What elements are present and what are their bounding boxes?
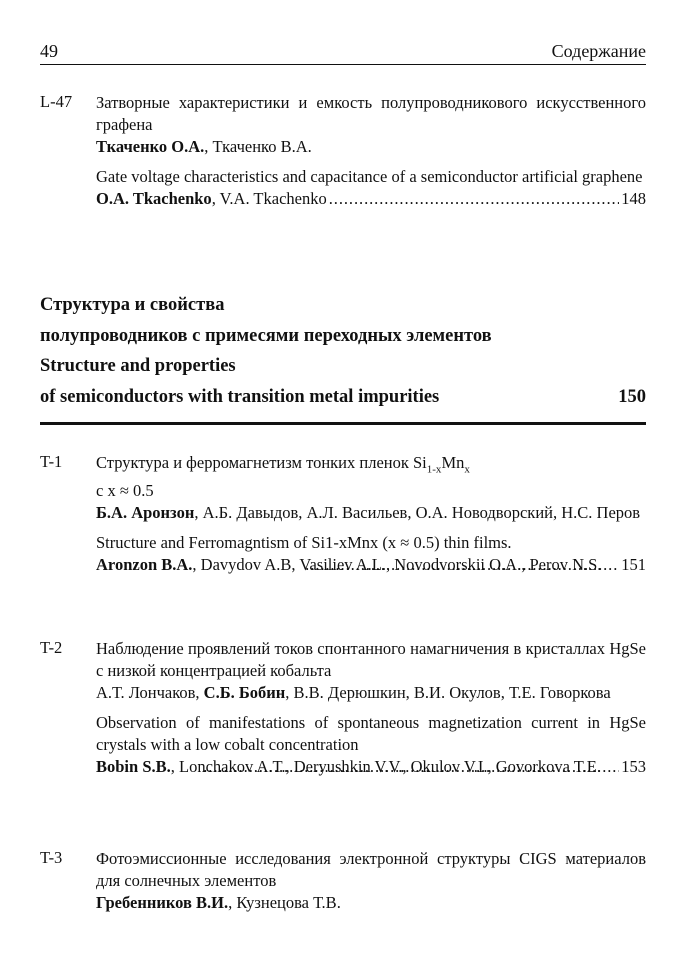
section-rule xyxy=(40,422,646,425)
entry-title-en: Observation of manifestations of spontaneous magnetization current in HgSe crystals with a low cobalt concentration xyxy=(96,713,646,754)
dot-leader xyxy=(305,554,619,576)
toc-entry-t1 xyxy=(40,452,646,576)
entry-title-ru: Затворные характеристики и емкость полупроводникового искусственного графена xyxy=(96,93,646,134)
entry-page[interactable]: 153 xyxy=(621,757,646,776)
entry-title-ru: Наблюдение проявлений токов спонтанного намагничения в кристаллах HgSe с низкой концентрацией кобальта xyxy=(96,639,646,680)
entry-authors-ru: Ткаченко О.А., Ткаченко В.А. xyxy=(96,137,312,156)
entry-title-en: Structure and Ferromagntism of Si1-xMnx (x ≈ 0.5) thin films. xyxy=(96,533,512,553)
section-title-en-1: Structure and properties xyxy=(40,356,236,376)
running-header xyxy=(40,36,646,62)
entry-title-ru: Структура и ферромагнетизм тонких пленок $Si_{1-x}Mn_x$ xyxy=(96,453,470,476)
section-title-en-2: of semiconductors with transition metal impurities xyxy=(40,386,440,407)
entry-code: T-1 xyxy=(40,452,63,471)
entry-title-ru-cont: с x ≈ 0.5 xyxy=(96,481,154,501)
entry-page[interactable]: 151 xyxy=(621,555,646,575)
header-rule xyxy=(40,64,646,65)
entry-authors-ru: Б.А. Аронзон, А.Б. Давыдов, А.Л. Васильев, О.А. Новодворский, Н.С. Перов xyxy=(96,503,641,523)
entry-authors-en: O.A. Tkachenko, V.A. Tkachenko . . . 148 xyxy=(96,188,646,210)
entry-title-en: Gate voltage characteristics and capacitance of a semiconductor artificial graphene xyxy=(96,167,643,186)
entry-authors-ru: Гребенников В.И., Кузнецова Т.В. xyxy=(96,893,341,912)
toc-entry-l47 xyxy=(40,92,646,210)
running-title: Содержание xyxy=(551,41,646,61)
section-page[interactable]: 150 xyxy=(618,386,646,407)
dot-leader xyxy=(203,756,619,778)
entry-authors-ru: А.Т. Лончаков, С.Б. Бобин, В.В. Дерюшкин, В.И. Окулов, Т.Е. Говоркова xyxy=(96,683,611,702)
entry-title-ru: Фотоэмиссионные исследования электронной структуры CIGS материалов для солнечных элементов xyxy=(96,849,646,890)
entry-code: L-47 xyxy=(40,92,73,111)
entry-code: T-3 xyxy=(40,848,63,867)
entry-code: T-2 xyxy=(40,638,63,657)
entry-authors-en: Bobin S.B., Lonchakov A.T., Deryushkin V.V., Okulov V.I., Govorkova T.E. xyxy=(96,757,601,776)
page-number: 49 xyxy=(40,41,58,61)
dot-leader xyxy=(329,188,620,210)
section-title-ru-2: полупроводников с примесями переходных элементов xyxy=(40,325,492,346)
toc-entry-t2 xyxy=(40,638,646,778)
entry-authors-en: Aronzon B.A., Davydov A.B, Vasiliev A.L., Novodvorskii O.A., Perov N.S. xyxy=(96,555,602,575)
entry-page[interactable]: 148 xyxy=(621,189,646,208)
section-title-ru-1: Структура и свойства xyxy=(40,295,225,315)
section-heading xyxy=(40,290,646,412)
toc-entry-t3 xyxy=(40,848,646,914)
